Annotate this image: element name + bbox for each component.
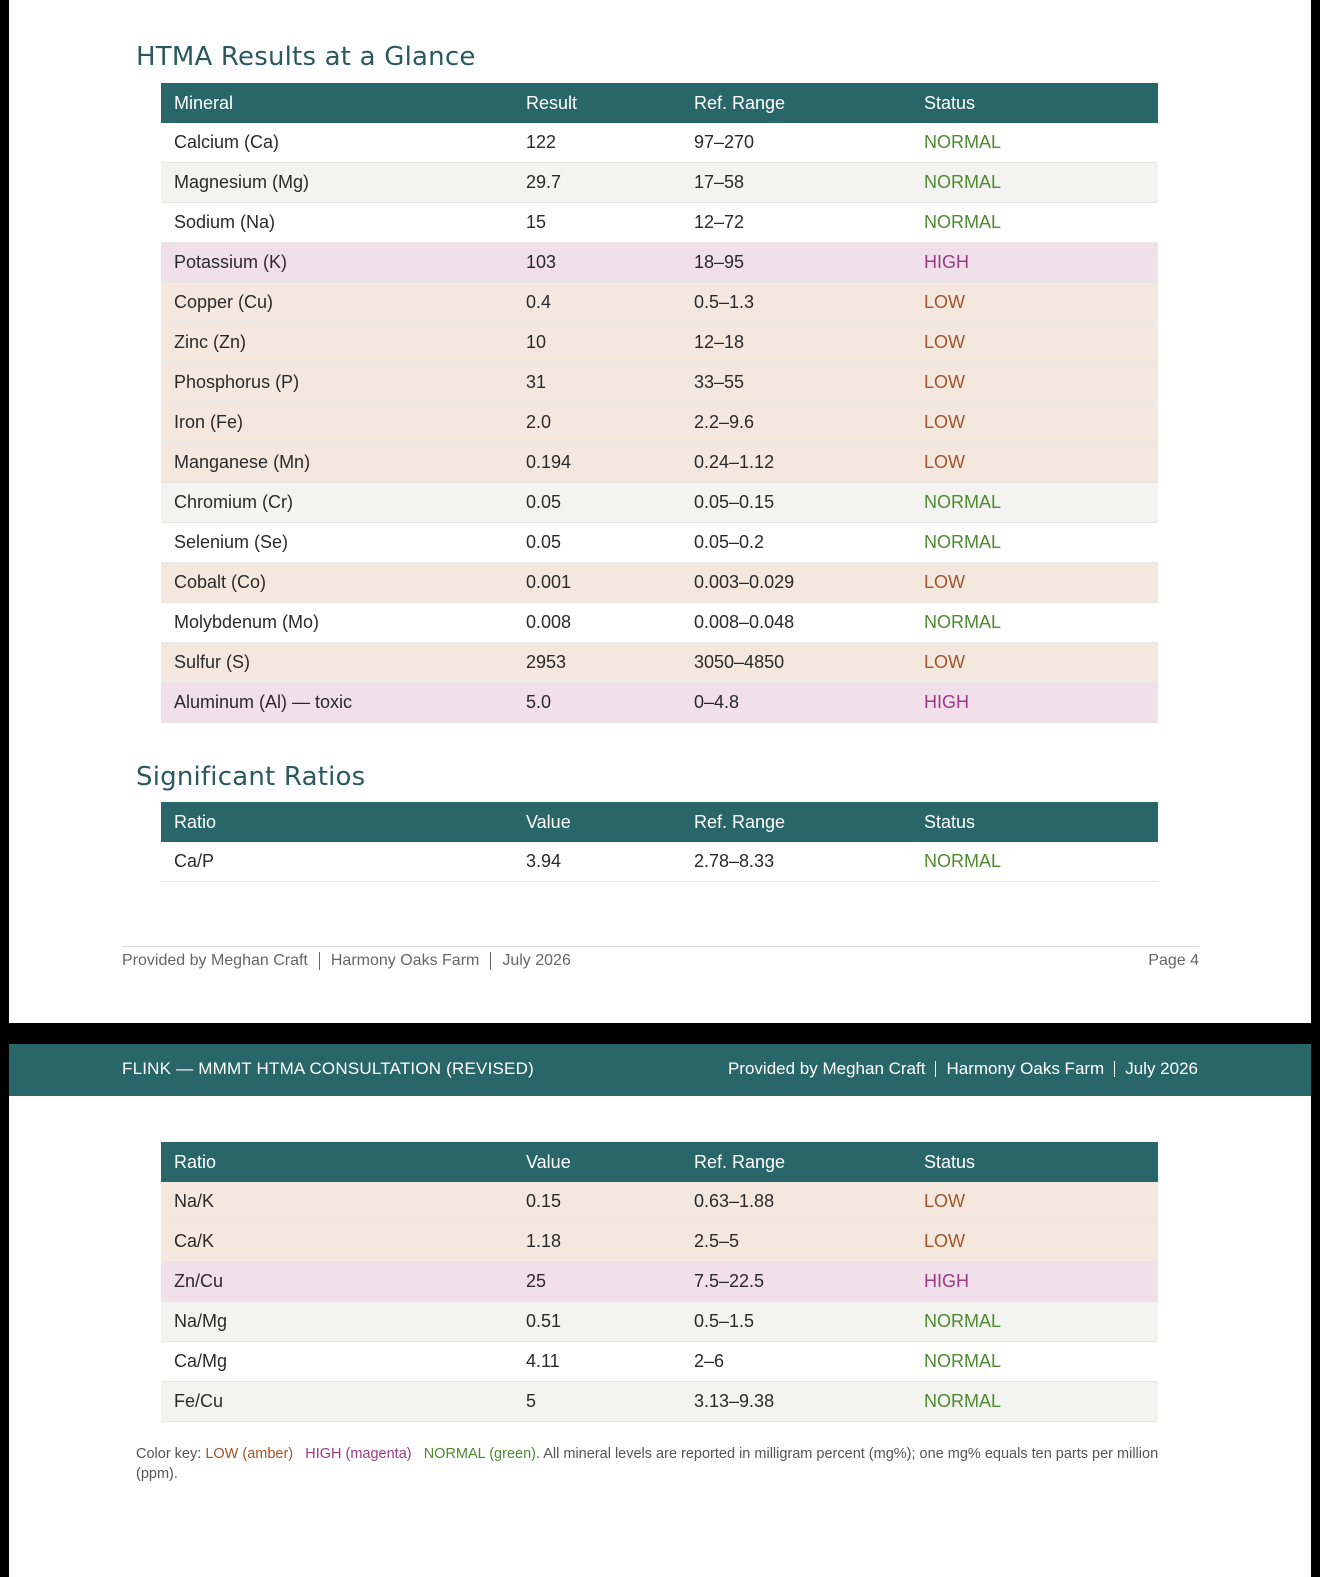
cell-value: 25 bbox=[513, 1262, 681, 1302]
color-key-label: Color key: bbox=[136, 1446, 202, 1462]
cell-value: 0.194 bbox=[513, 443, 681, 483]
column-header: Ref. Range bbox=[681, 83, 911, 123]
cell-ref-range: 12–72 bbox=[681, 203, 911, 243]
table-row bbox=[161, 403, 1158, 443]
cell-status: HIGH bbox=[911, 683, 1158, 723]
units-note: . All mineral levels are reported in milligram percent (mg%); one mg% equals ten parts per million (ppm). bbox=[136, 1446, 1159, 1482]
table-row bbox=[161, 523, 1158, 563]
column-header: Ratio bbox=[161, 1142, 513, 1182]
table-row bbox=[161, 323, 1158, 363]
ratios-table-continued bbox=[161, 1142, 1158, 1422]
table-row bbox=[161, 643, 1158, 683]
cell-status: LOW bbox=[911, 323, 1158, 363]
cell-value: 0.05 bbox=[513, 523, 681, 563]
color-key-note bbox=[136, 1444, 1186, 1484]
header-provider: Provided by Meghan Craft bbox=[727, 1059, 926, 1078]
cell-ref-range: 97–270 bbox=[681, 123, 911, 163]
table-row bbox=[161, 163, 1158, 203]
table-row bbox=[161, 243, 1158, 283]
page-number: Page 4 bbox=[1148, 952, 1199, 969]
table-row bbox=[161, 203, 1158, 243]
table-header-row bbox=[161, 83, 1158, 123]
cell-ref-range: 3050–4850 bbox=[681, 643, 911, 683]
cell-ref-range: 0.63–1.88 bbox=[681, 1182, 911, 1222]
table-row bbox=[161, 1262, 1158, 1302]
cell-status: LOW bbox=[911, 1222, 1158, 1262]
cell-name: Aluminum (Al) — toxic bbox=[161, 683, 513, 723]
cell-value: 10 bbox=[513, 323, 681, 363]
cell-name: Fe/Cu bbox=[161, 1382, 513, 1422]
minerals-section-title: HTMA Results at a Glance bbox=[136, 42, 476, 72]
cell-ref-range: 33–55 bbox=[681, 363, 911, 403]
footer-separator bbox=[490, 952, 491, 970]
cell-value: 5.0 bbox=[513, 683, 681, 723]
cell-ref-range: 0.05–0.2 bbox=[681, 523, 911, 563]
header-separator bbox=[1114, 1061, 1115, 1077]
cell-value: 0.4 bbox=[513, 283, 681, 323]
cell-ref-range: 12–18 bbox=[681, 323, 911, 363]
cell-value: 0.15 bbox=[513, 1182, 681, 1222]
table-header-row bbox=[161, 802, 1158, 842]
cell-ref-range: 2.78–8.33 bbox=[681, 842, 911, 882]
cell-status: NORMAL bbox=[911, 603, 1158, 643]
cell-ref-range: 0.003–0.029 bbox=[681, 563, 911, 603]
cell-status: LOW bbox=[911, 283, 1158, 323]
table-row bbox=[161, 363, 1158, 403]
cell-ref-range: 17–58 bbox=[681, 163, 911, 203]
footer-provider: Provided by Meghan Craft bbox=[122, 952, 308, 969]
cell-name: Ca/P bbox=[161, 842, 513, 882]
column-header: Status bbox=[911, 802, 1158, 842]
cell-status: NORMAL bbox=[911, 842, 1158, 882]
cell-value: 0.008 bbox=[513, 603, 681, 643]
footer-farm: Harmony Oaks Farm bbox=[330, 952, 480, 969]
cell-status: LOW bbox=[911, 363, 1158, 403]
table-row bbox=[161, 283, 1158, 323]
table-row bbox=[161, 563, 1158, 603]
cell-value: 29.7 bbox=[513, 163, 681, 203]
cell-status: NORMAL bbox=[911, 1382, 1158, 1422]
header-separator bbox=[935, 1061, 936, 1077]
column-header: Status bbox=[911, 83, 1158, 123]
cell-name: Ca/Mg bbox=[161, 1342, 513, 1382]
cell-value: 2953 bbox=[513, 643, 681, 683]
cell-status: NORMAL bbox=[911, 203, 1158, 243]
table-row bbox=[161, 683, 1158, 723]
cell-ref-range: 0.008–0.048 bbox=[681, 603, 911, 643]
color-key-normal: NORMAL (green) bbox=[423, 1446, 536, 1462]
cell-status: LOW bbox=[911, 443, 1158, 483]
cell-name: Zinc (Zn) bbox=[161, 323, 513, 363]
table-row bbox=[161, 483, 1158, 523]
page-header bbox=[9, 1044, 1311, 1096]
column-header: Ref. Range bbox=[681, 802, 911, 842]
cell-value: 5 bbox=[513, 1382, 681, 1422]
cell-ref-range: 0.5–1.3 bbox=[681, 283, 911, 323]
table-row bbox=[161, 603, 1158, 643]
cell-name: Cobalt (Co) bbox=[161, 563, 513, 603]
cell-status: NORMAL bbox=[911, 163, 1158, 203]
table-row bbox=[161, 1302, 1158, 1342]
cell-status: LOW bbox=[911, 563, 1158, 603]
header-date: July 2026 bbox=[1125, 1059, 1198, 1078]
cell-status: NORMAL bbox=[911, 1302, 1158, 1342]
cell-status: NORMAL bbox=[911, 523, 1158, 563]
cell-name: Na/Mg bbox=[161, 1302, 513, 1342]
color-key-low: LOW (amber) bbox=[205, 1446, 294, 1462]
cell-name: Selenium (Se) bbox=[161, 523, 513, 563]
cell-name: Calcium (Ca) bbox=[161, 123, 513, 163]
table-row bbox=[161, 1222, 1158, 1262]
cell-name: Sulfur (S) bbox=[161, 643, 513, 683]
cell-name: Iron (Fe) bbox=[161, 403, 513, 443]
cell-status: HIGH bbox=[911, 1262, 1158, 1302]
column-header: Value bbox=[513, 802, 681, 842]
footer-date: July 2026 bbox=[502, 952, 571, 969]
cell-ref-range: 18–95 bbox=[681, 243, 911, 283]
cell-ref-range: 2–6 bbox=[681, 1342, 911, 1382]
cell-ref-range: 0.5–1.5 bbox=[681, 1302, 911, 1342]
column-header: Ref. Range bbox=[681, 1142, 911, 1182]
footer-divider bbox=[122, 946, 1199, 947]
cell-name: Magnesium (Mg) bbox=[161, 163, 513, 203]
cell-value: 2.0 bbox=[513, 403, 681, 443]
ratios-section-title: Significant Ratios bbox=[136, 762, 366, 792]
cell-value: 4.11 bbox=[513, 1342, 681, 1382]
cell-name: Ca/K bbox=[161, 1222, 513, 1262]
cell-ref-range: 0.05–0.15 bbox=[681, 483, 911, 523]
cell-value: 122 bbox=[513, 123, 681, 163]
cell-value: 0.001 bbox=[513, 563, 681, 603]
cell-status: HIGH bbox=[911, 243, 1158, 283]
cell-name: Chromium (Cr) bbox=[161, 483, 513, 523]
cell-ref-range: 0.24–1.12 bbox=[681, 443, 911, 483]
cell-name: Copper (Cu) bbox=[161, 283, 513, 323]
column-header: Mineral bbox=[161, 83, 513, 123]
table-row bbox=[161, 1182, 1158, 1222]
header-farm: Harmony Oaks Farm bbox=[946, 1059, 1105, 1078]
cell-name: Zn/Cu bbox=[161, 1262, 513, 1302]
cell-value: 31 bbox=[513, 363, 681, 403]
table-header-row bbox=[161, 1142, 1158, 1182]
cell-value: 103 bbox=[513, 243, 681, 283]
cell-name: Potassium (K) bbox=[161, 243, 513, 283]
document-title: FLINK — MMMT HTMA CONSULTATION (REVISED) bbox=[122, 1059, 534, 1078]
report-page-4 bbox=[9, 0, 1311, 1023]
cell-name: Sodium (Na) bbox=[161, 203, 513, 243]
cell-status: LOW bbox=[911, 643, 1158, 683]
cell-ref-range: 7.5–22.5 bbox=[681, 1262, 911, 1302]
cell-name: Manganese (Mn) bbox=[161, 443, 513, 483]
column-header: Status bbox=[911, 1142, 1158, 1182]
cell-value: 3.94 bbox=[513, 842, 681, 882]
cell-ref-range: 0–4.8 bbox=[681, 683, 911, 723]
report-page-5 bbox=[9, 1044, 1311, 1577]
footer-separator bbox=[319, 952, 320, 970]
cell-value: 15 bbox=[513, 203, 681, 243]
page-footer bbox=[122, 952, 1199, 970]
cell-ref-range: 2.2–9.6 bbox=[681, 403, 911, 443]
cell-status: NORMAL bbox=[911, 483, 1158, 523]
table-row bbox=[161, 443, 1158, 483]
cell-value: 1.18 bbox=[513, 1222, 681, 1262]
cell-value: 0.05 bbox=[513, 483, 681, 523]
minerals-table bbox=[161, 83, 1158, 723]
cell-value: 0.51 bbox=[513, 1302, 681, 1342]
cell-status: NORMAL bbox=[911, 1342, 1158, 1382]
column-header: Value bbox=[513, 1142, 681, 1182]
cell-ref-range: 2.5–5 bbox=[681, 1222, 911, 1262]
cell-name: Na/K bbox=[161, 1182, 513, 1222]
column-header: Result bbox=[513, 83, 681, 123]
cell-status: LOW bbox=[911, 403, 1158, 443]
cell-status: LOW bbox=[911, 1182, 1158, 1222]
column-header: Ratio bbox=[161, 802, 513, 842]
header-provider-info bbox=[728, 1059, 1198, 1079]
significant-ratios-table bbox=[161, 802, 1158, 882]
color-key-high: HIGH (magenta) bbox=[305, 1446, 412, 1462]
table-row bbox=[161, 1342, 1158, 1382]
cell-status: NORMAL bbox=[911, 123, 1158, 163]
table-row bbox=[161, 842, 1158, 882]
table-row bbox=[161, 123, 1158, 163]
table-row bbox=[161, 1382, 1158, 1422]
cell-ref-range: 3.13–9.38 bbox=[681, 1382, 911, 1422]
cell-name: Phosphorus (P) bbox=[161, 363, 513, 403]
cell-name: Molybdenum (Mo) bbox=[161, 603, 513, 643]
